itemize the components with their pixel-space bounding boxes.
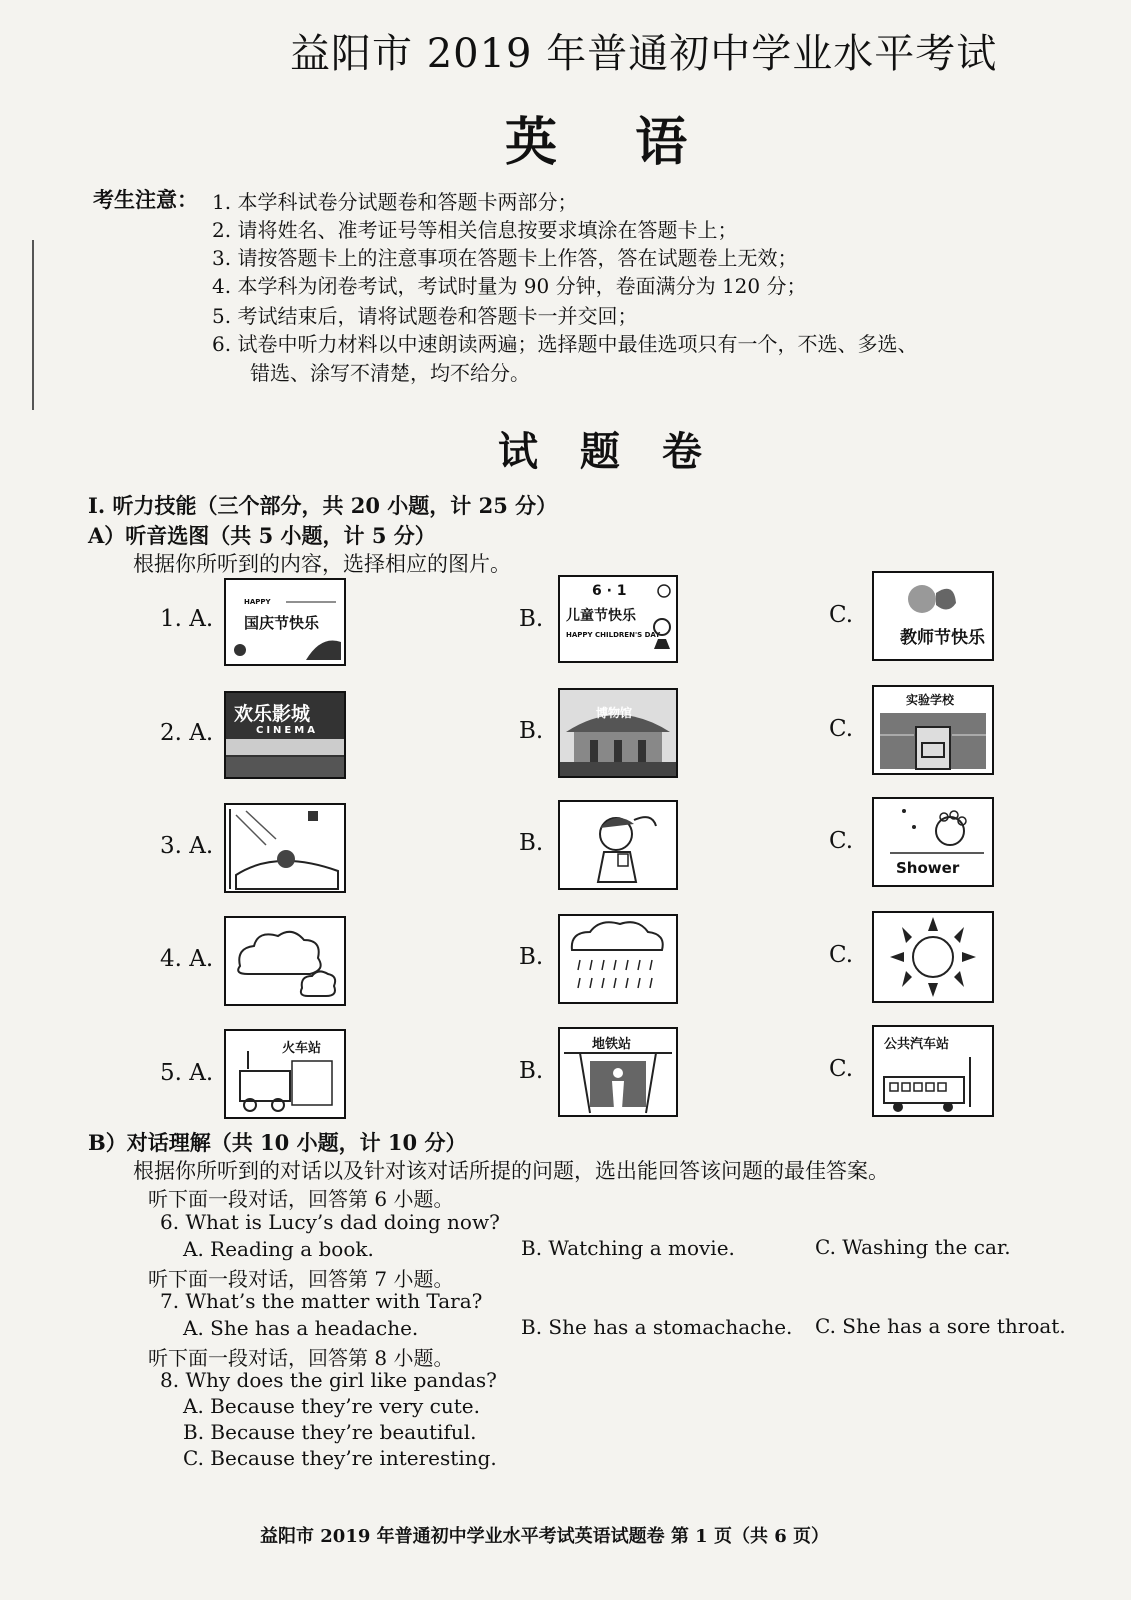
q2-a-image[interactable] (224, 691, 346, 779)
bus-stop-icon (874, 1027, 992, 1115)
notice-label: 考生注意： (93, 187, 198, 212)
q2-a-small-text: CINEMA (256, 725, 318, 736)
q1-a-image[interactable] (224, 578, 346, 666)
q3-label: 3. A. (160, 833, 214, 859)
notice-item-6: 6. 试卷中听力材料以中速朗读两遍；选择题中最佳选项只有一个，不选、多选、 (212, 332, 918, 356)
q5-b-image[interactable] (558, 1027, 678, 1117)
q5-b-text: 地铁站 (592, 1037, 632, 1052)
q1-c-label: C. (829, 602, 854, 628)
notice-item-1: 1. 本学科试卷分试题卷和答题卡两部分； (212, 190, 578, 214)
q1-label: 1. A. (160, 606, 214, 632)
lantern-icon (226, 580, 344, 664)
q6-option-c[interactable]: C. Washing the car. (815, 1235, 1011, 1259)
page-footer: 益阳市 2019 年普通初中学业水平考试英语试题卷 第 1 页（共 6 页） (260, 1526, 830, 1547)
q3-c-label: C. (829, 828, 854, 854)
q2-c-image[interactable] (872, 685, 994, 775)
notice-item-3: 3. 请按答题卡上的注意事项在答题卡上作答，答在试题卷上无效； (212, 246, 798, 270)
part-a-heading: A）听音选图（共 5 小题，计 5 分） (88, 523, 436, 548)
sleeping-person-icon (226, 805, 344, 891)
rainy-icon (560, 916, 676, 1002)
q6-question: 6. What is Lucy’s dad doing now? (160, 1210, 500, 1234)
listen-8: 听下面一段对话，回答第 8 小题。 (148, 1346, 454, 1370)
q3-c-text: Shower (896, 859, 960, 877)
q4-c-image[interactable] (872, 911, 994, 1003)
paper-title: 试 题 卷 (498, 428, 716, 475)
q3-b-label: B. (519, 830, 544, 856)
q2-b-text: 博物馆 (596, 706, 633, 720)
q8-option-b[interactable]: B. Because they’re beautiful. (183, 1420, 477, 1444)
notice-item-4: 4. 本学科为闭卷考试，考试时量为 90 分钟，卷面满分为 120 分； (212, 274, 807, 298)
q4-b-label: B. (519, 944, 544, 970)
q8-option-c[interactable]: C. Because they’re interesting. (183, 1446, 497, 1470)
q3-b-image[interactable] (558, 800, 678, 890)
q1-b-label: B. (519, 606, 544, 632)
q5-label: 5. A. (160, 1060, 214, 1086)
q7-option-b[interactable]: B. She has a stomachache. (521, 1315, 793, 1339)
q6-option-a[interactable]: A. Reading a book. (183, 1237, 374, 1261)
cinema-building-icon (226, 693, 344, 777)
q7-option-c[interactable]: C. She has a sore throat. (815, 1314, 1066, 1338)
q4-c-label: C. (829, 942, 854, 968)
school-building-icon (874, 687, 992, 773)
q5-c-image[interactable] (872, 1025, 994, 1117)
notice-item-2: 2. 请将姓名、准考证号等相关信息按要求填涂在答题卡上； (212, 218, 738, 242)
child-icon (560, 577, 676, 661)
q7-option-a[interactable]: A. She has a headache. (183, 1316, 419, 1340)
q5-c-text: 公共汽车站 (884, 1037, 950, 1052)
q5-a-text: 火车站 (282, 1041, 322, 1056)
q1-c-image[interactable] (872, 571, 994, 661)
q1-c-text: 教师节快乐 (900, 628, 985, 648)
q2-label: 2. A. (160, 720, 214, 746)
notice-item-6-cont: 错选、涂写不清楚，均不给分。 (250, 361, 530, 385)
q8-option-a[interactable]: A. Because they’re very cute. (183, 1394, 480, 1418)
part-b-instruction: 根据你所听到的对话以及针对该对话所提的问题，选出能回答该问题的最佳答案。 (133, 1159, 889, 1183)
subject-title: 英 语 (505, 112, 718, 173)
q1-b-text: 儿童节快乐 (566, 608, 636, 624)
q5-b-label: B. (519, 1058, 544, 1084)
exam-title: 益阳市 2019 年普通初中学业水平考试 (290, 31, 998, 77)
sunny-icon (874, 913, 992, 1001)
part-b-heading: B）对话理解（共 10 小题，计 10 分） (88, 1130, 467, 1155)
q5-c-label: C. (829, 1056, 854, 1082)
margin-line (32, 240, 34, 410)
subway-station-icon (560, 1029, 676, 1115)
q1-b-small-text: HAPPY CHILDREN'S DAY (566, 631, 661, 639)
q2-c-text: 实验学校 (906, 693, 955, 707)
q2-b-label: B. (519, 718, 544, 744)
q7-question: 7. What’s the matter with Tara? (160, 1289, 483, 1313)
q4-label: 4. A. (160, 946, 214, 972)
cloudy-icon (226, 918, 344, 1004)
q4-b-image[interactable] (558, 914, 678, 1004)
train-station-icon (226, 1031, 344, 1117)
q1-a-text: 国庆节快乐 (244, 614, 320, 632)
q8-question: 8. Why does the girl like pandas? (160, 1368, 497, 1392)
girl-drinking-icon (560, 802, 676, 888)
listen-6: 听下面一段对话，回答第 6 小题。 (148, 1187, 454, 1211)
q5-a-image[interactable] (224, 1029, 346, 1119)
section-1-heading: I. 听力技能（三个部分，共 20 小题，计 25 分） (88, 493, 558, 518)
q2-b-image[interactable] (558, 688, 678, 778)
part-a-instruction: 根据你所听到的内容，选择相应的图片。 (133, 552, 511, 576)
q1-b-top-text: 6 · 1 (592, 583, 627, 599)
q2-a-text: 欢乐影城 (234, 703, 311, 725)
q1-a-small-text: HAPPY (244, 598, 271, 606)
q4-a-image[interactable] (224, 916, 346, 1006)
q3-a-image[interactable] (224, 803, 346, 893)
q2-c-label: C. (829, 716, 854, 742)
q1-b-image[interactable] (558, 575, 678, 663)
museum-building-icon (560, 690, 676, 776)
q3-c-image[interactable] (872, 797, 994, 887)
q6-option-b[interactable]: B. Watching a movie. (521, 1236, 735, 1260)
notice-item-5: 5. 考试结束后，请将试题卷和答题卡一并交回； (212, 304, 638, 328)
listen-7: 听下面一段对话，回答第 7 小题。 (148, 1267, 454, 1291)
